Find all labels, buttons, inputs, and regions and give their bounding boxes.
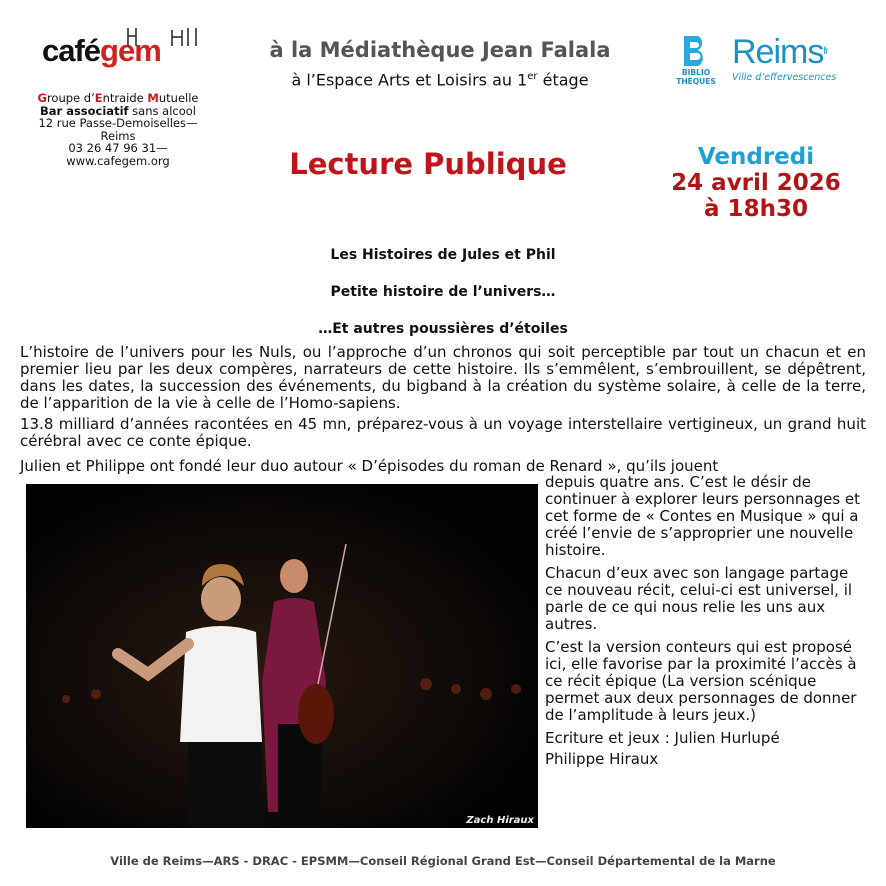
description-paragraph-4: Chacun d’eux avec son langage partage ce nouveau récit, celui-ci est universel, il parle de ce qui nous relie les uns aux autres. (545, 564, 853, 633)
venue-subtitle: à l’Espace Arts et Loisirs au 1er étage (291, 70, 589, 90)
performers-photo (26, 484, 538, 828)
cafegem-logo (42, 30, 192, 72)
organization-info: Groupe d’Entraide Mutuelle Bar associatif sans alcool 12 rue Passe-Demoiselles— Reims 03 26 47 96 31— www.cafegem.org (18, 92, 218, 167)
bibliotheques-logo: BIBLIO THÈQUES (672, 34, 720, 94)
website-link[interactable]: www.cafegem.org (66, 153, 170, 168)
reims-logo: Reims$^{fr}$ Ville d’effervescences (732, 33, 837, 83)
cafegem-wordmark: cafégem (42, 33, 161, 68)
description-paragraph-5: C’est la version conteurs qui est proposé ici, elle favorise par la proximité l’accès à ce récit épique (La version scénique permet aux deux personnages de donner de l’amplitude à leurs jeux.) (545, 638, 857, 724)
sponsors-footer: Ville de Reims—ARS - DRAC - EPSMM—Conseil Régional Grand Est—Conseil Départemental de la Marne (110, 854, 776, 868)
credits-line-1: Ecriture et jeux : Julien Hurlupé (545, 729, 780, 747)
credits-line-2: Philippe Hiraux (545, 750, 659, 768)
description-paragraph-3-cont: depuis quatre ans. C’est le désir de continuer à explorer leurs personnages et cet forme de « Contes en Musique » qui a créé l’envie de s’approprier une nouvelle histoire. (545, 473, 861, 559)
stage-illustration (26, 484, 538, 828)
event-time: à 18h30 (704, 196, 808, 222)
subtitle-line: Petite histoire de l’univers… (330, 284, 556, 300)
subtitle-line: Les Histoires de Jules et Phil (330, 247, 556, 263)
photo-credit: Zach Hiraux (466, 815, 534, 826)
event-title: Lecture Publique (289, 147, 567, 181)
event-date-line: 24 avril 2026 (671, 170, 841, 196)
description-paragraph-1: L’histoire de l’univers pour les Nuls, ou l’approche d’un chronos qui soit perceptible par tout un chacun et en premier lieu par les deux compères, narrateurs de cette histoire. Ils s’emmêlent, s’embrouillent, se dépêtrent, dans les dates, la succession des événements, du bigband à la création du système solaire, à celle de la terre, de l’apparition de la vie à celle de l’Homo-sapiens. (20, 343, 866, 412)
description-paragraph-3: Julien et Philippe ont fondé leur duo autour « D’épisodes du roman de Renard », qu’ils jouent (20, 457, 719, 475)
bibliotheques-b-icon (672, 34, 720, 68)
description-right-column (545, 474, 870, 772)
subtitle-line: …Et autres poussières d’étoiles (318, 321, 568, 337)
chairs-icon (120, 26, 200, 48)
event-day: Vendredi (697, 144, 815, 170)
venue-title: à la Médiathèque Jean Falala (269, 38, 611, 62)
event-date (646, 144, 866, 222)
show-subtitles (180, 242, 706, 353)
description-paragraph-2: 13.8 milliard d’années racontées en 45 mn, préparez-vous à un voyage interstellaire vertigineux, un grand huit cérébral avec ce conte épique. (20, 415, 866, 450)
